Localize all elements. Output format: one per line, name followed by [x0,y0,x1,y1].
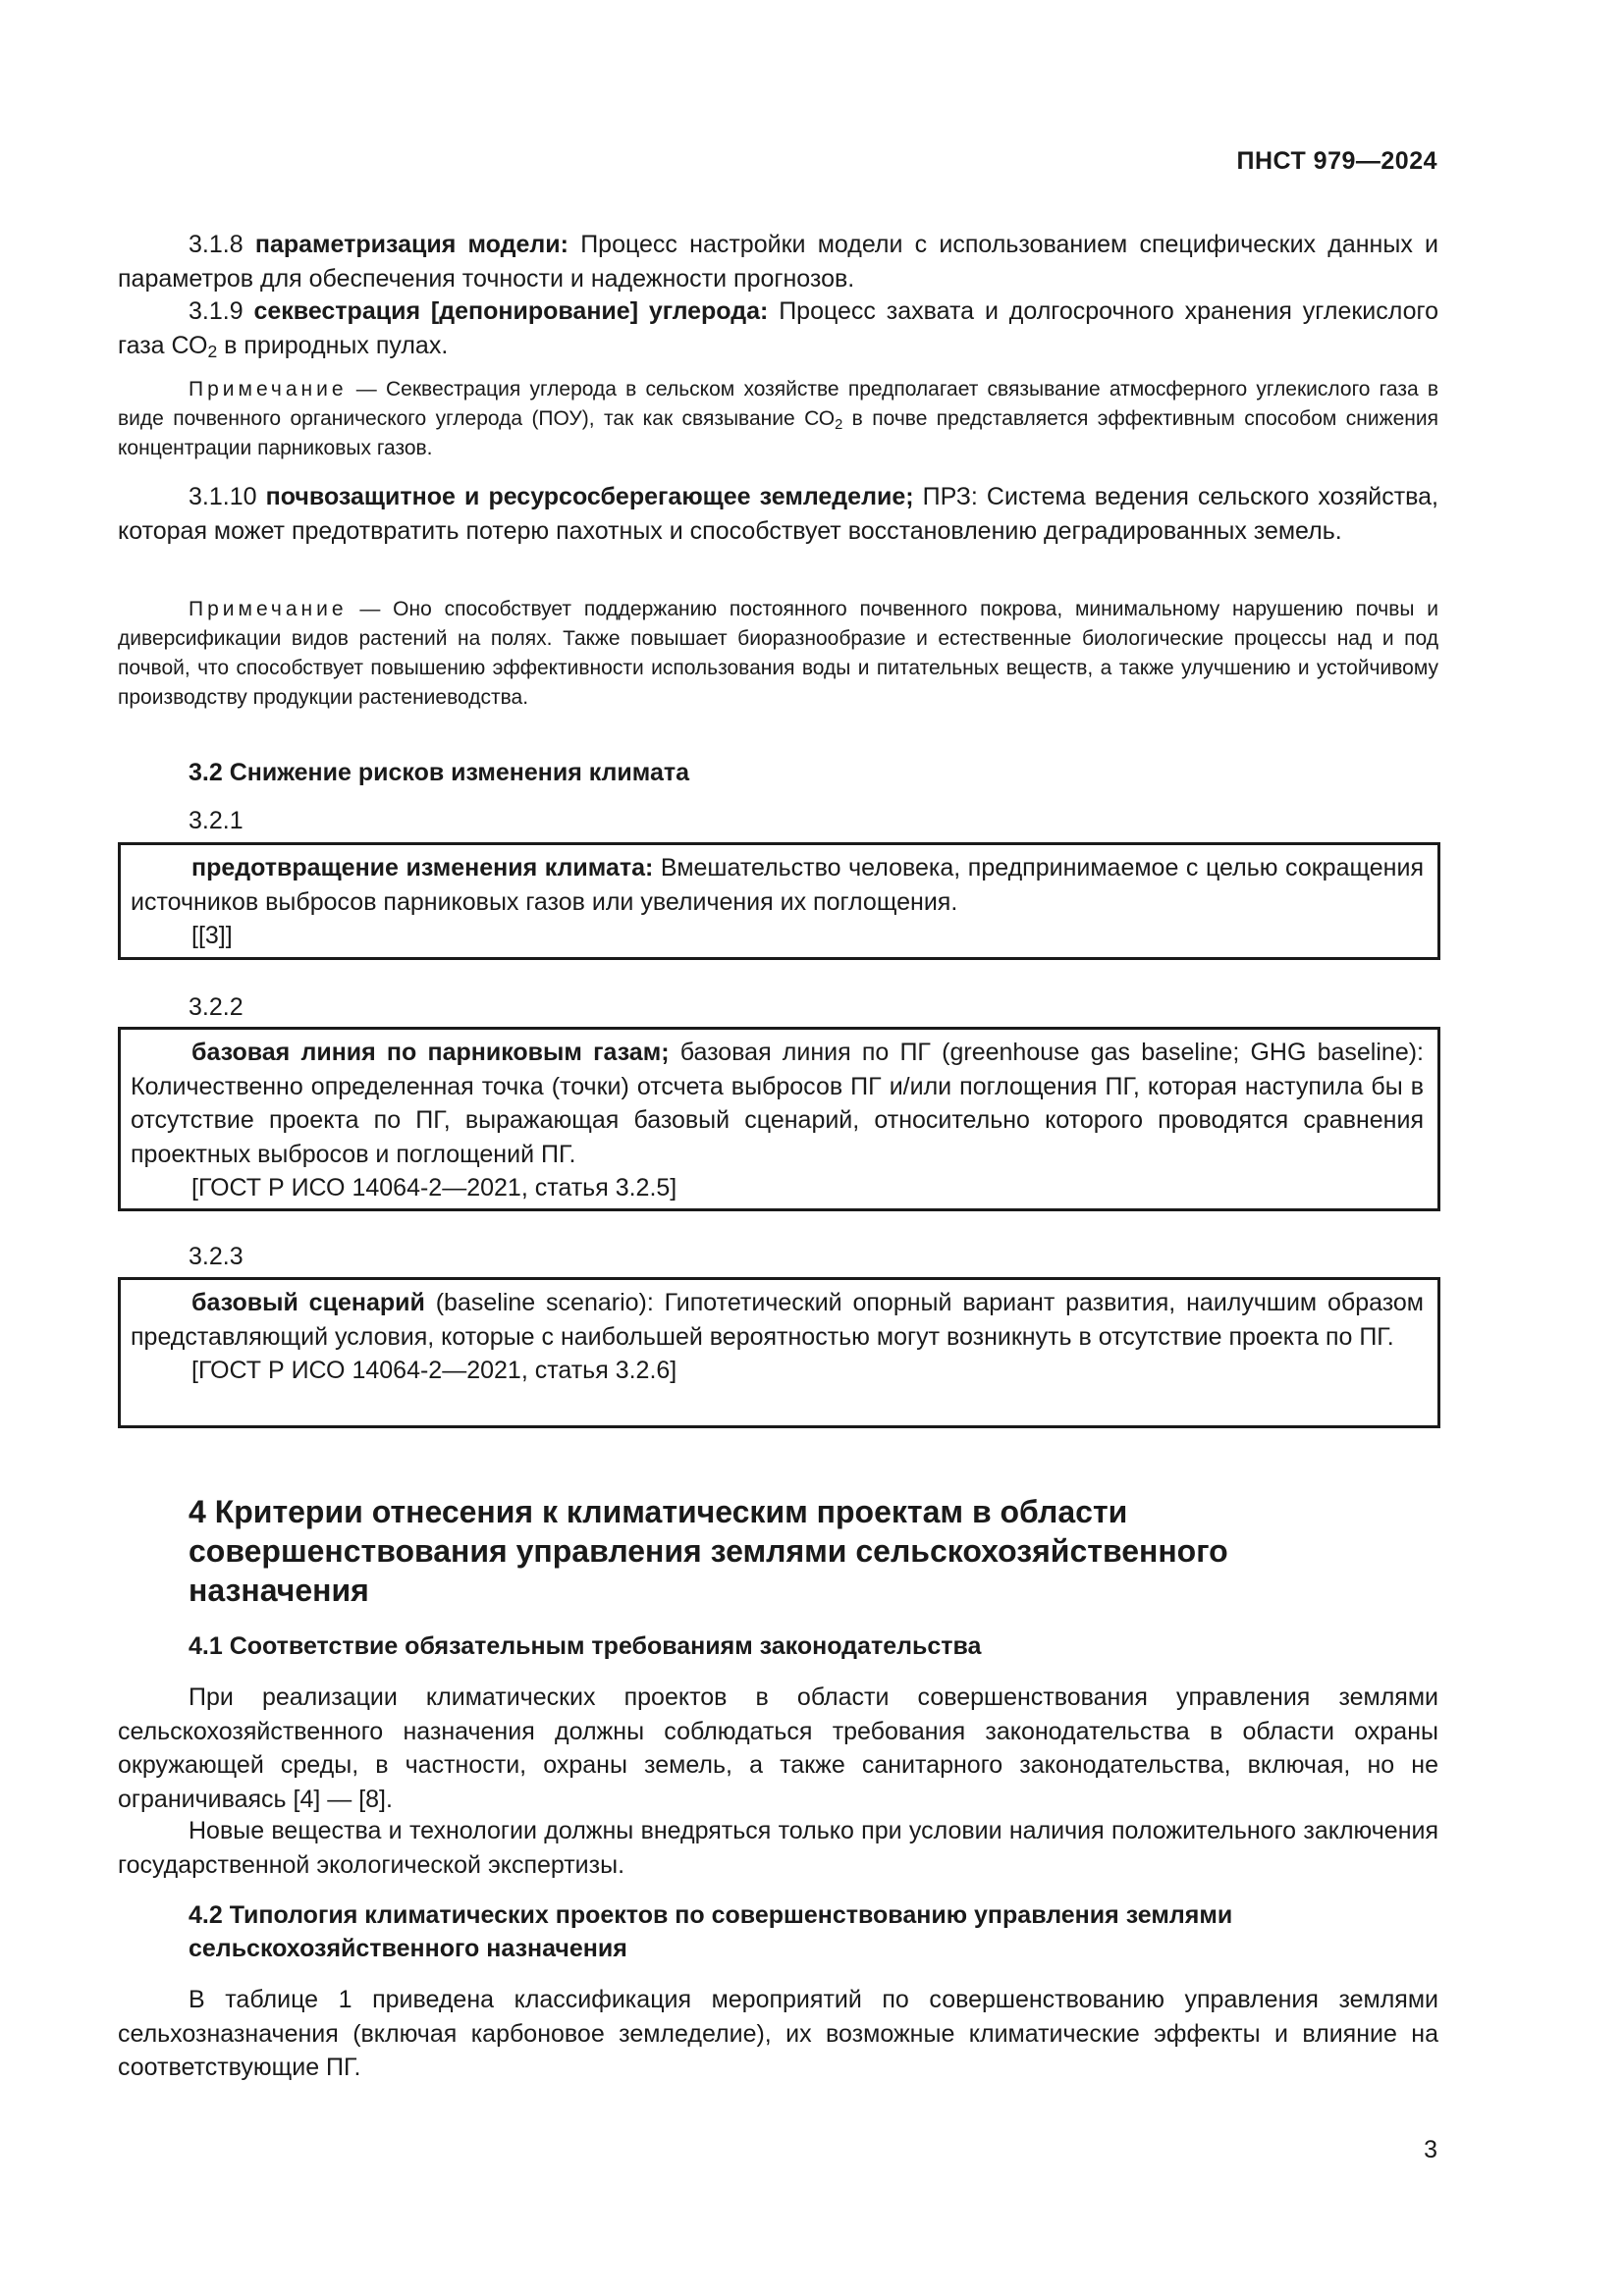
term-3-1-9 [118,294,1438,362]
term-number: 3.1.8 [189,231,244,258]
term-box-text [131,1036,1424,1171]
note-text-end: в почве представляется эффективным способом снижения концентрации парниковых газов. [118,407,1438,459]
term-box-3-2-2 [118,1027,1440,1211]
note-label: Примечание [189,378,348,400]
section-4-2-paragraph-1: В таблице 1 приведена классификация мероприятий по совершенствованию управления землями сельхозназначения (включая карбоновое земледелие), их возможные климатические эффекты и влияние на соответствующие ПГ. [118,1986,1438,2081]
term-definition: Вмешательство человека, предпринимаемое с целью сокращения источников выбросов парниковых газов или увеличения их поглощения. [131,854,1424,916]
note-text: — Оно способствует поддержанию постоянного почвенного покрова, минимальному нарушению почвы и диверсификации видов растений на полях. Также повышает биоразнообразие и естественные биологические процессы над и под почвой, что способствует повышению эффективности использования воды и питательных веществ, а также улучшению и устойчивому производству продукции растениеводства. [118,598,1438,709]
subscript: 2 [207,341,218,361]
section-4-2-heading: 4.2 Типология климатических проектов по совершенствованию управления землями сельскохозяйственного назначения [189,1901,1233,1962]
term-name: предотвращение изменения климата: [191,854,654,881]
term-number-3-2-1: 3.2.1 [189,807,244,834]
term-definition: ПРЗ: Система ведения сельского хозяйства, которая может предотвратить потерю пахотных и способствует восстановлению деградированных земель. [118,483,1439,545]
note-label: Примечание [189,598,348,620]
term-name: базовый сценарий [191,1289,425,1316]
page-number: 3 [1424,2136,1437,2163]
term-box-text [131,851,1424,919]
term-name: почвозащитное и ресурсосберегающее земледелие; [265,483,914,510]
term-number: 3.1.10 [189,483,257,510]
term-source: [[3]] [191,922,233,949]
page-header: ПНСТ 979—2024 [1236,147,1437,175]
note-text: — Секвестрация углерода в сельском хозяйстве предполагает связывание атмосферного углекислого газа в виде почвенного органического углерода (ПОУ), так как связывание СО [118,378,1438,430]
note-3-1-9 [118,375,1438,463]
term-definition: Процесс настройки модели с использованием специфических данных и параметров для обеспечения точности и надежности прогнозов. [118,231,1439,293]
term-definition: базовая линия по ПГ (greenhouse gas baseline; GHG baseline): Количественно определенная точка (точки) отсчета выбросов ПГ и/или поглощения ПГ, которая наступила бы в отсутствие проекта по ПГ, выражающая базовый сценарий, относительно которого проводятся сравнения проектных выбросов и поглощений ПГ. [131,1039,1424,1168]
term-name: параметризация модели: [254,231,568,258]
term-number-3-2-3: 3.2.3 [189,1243,244,1270]
section-4-1-heading: 4.1 Соответствие обязательным требованиям законодательства [189,1632,982,1660]
term-name: секвестрация [депонирование] углерода: [253,297,769,325]
term-number-3-2-2: 3.2.2 [189,993,244,1021]
section-3-2-heading: 3.2 Снижение рисков изменения климата [189,759,690,786]
term-3-1-10 [118,480,1438,548]
term-definition-end: в природных пулах. [217,331,449,359]
term-box-3-2-3 [118,1277,1440,1428]
term-3-1-8 [118,228,1438,295]
section-4-1-paragraph-2: Новые вещества и технологии должны внедряться только при условии наличия положительного заключения государственной экологической экспертизы. [118,1817,1438,1879]
subscript: 2 [835,417,843,433]
term-source: [ГОСТ Р ИСО 14064-2—2021, статья 3.2.5] [191,1174,677,1201]
term-box-3-2-1 [118,842,1440,960]
term-definition: (baseline scenario): Гипотетический опорный вариант развития, наилучшим образом представляющий условия, которые с наибольшей вероятностью могут возникнуть в отсутствие проекта по ПГ. [131,1289,1424,1351]
note-3-1-10 [118,595,1438,713]
term-definition: Процесс захвата и долгосрочного хранения углекислого газа СО [118,297,1438,359]
term-source: [ГОСТ Р ИСО 14064-2—2021, статья 3.2.6] [191,1357,677,1384]
term-number: 3.1.9 [189,297,244,325]
section-4-1-paragraph-1: При реализации климатических проектов в области совершенствования управления землями сельскохозяйственного назначения должны соблюдаться требования законодательства в области охраны окружающей среды, в частности, охраны земель, а также санитарного законодательства, включая, но не ограничиваясь [4] — [8]. [118,1683,1438,1813]
term-box-text [131,1286,1424,1354]
term-name: базовая линия по парниковым газам; [191,1039,670,1066]
section-4-heading: 4 Критерии отнесения к климатическим проектам в области совершенствования управления землями сельскохозяйственного назначения [189,1494,1228,1608]
